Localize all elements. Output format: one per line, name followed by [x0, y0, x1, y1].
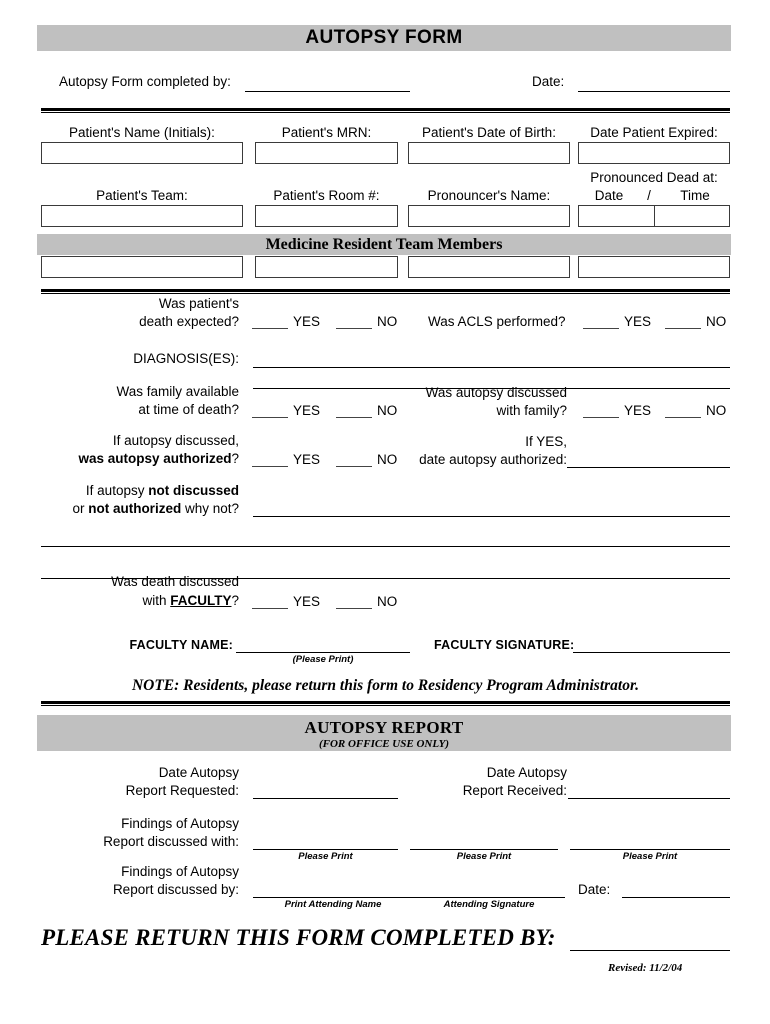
revised-date: Revised: 11/2/04 [608, 962, 683, 974]
report-received-input[interactable] [568, 798, 730, 799]
pronounced-dead-heading: Pronounced Dead at: [590, 170, 718, 185]
findings-discussed-by-name-input[interactable] [253, 897, 413, 898]
why-not-input-line-2[interactable] [41, 546, 730, 547]
autopsy-authorized-no-label: NO [377, 452, 398, 467]
patient-room-input[interactable] [255, 205, 398, 227]
return-by-date-input[interactable] [570, 950, 730, 951]
why-not-label-line2 [41, 501, 239, 517]
report-received-label-line2: Report Received: [462, 783, 567, 798]
report-requested-input[interactable] [253, 798, 398, 799]
patient-team-input[interactable] [41, 205, 243, 227]
findings-discussed-with-input-1[interactable] [253, 849, 398, 850]
autopsy-report-band [37, 715, 731, 751]
why-not-label-line1 [41, 483, 239, 499]
autopsy-discussed-yes-blank[interactable] [583, 417, 619, 418]
patient-team-label: Patient's Team: [96, 188, 188, 203]
faculty-discussed-yes-label: YES [293, 594, 321, 609]
patient-mrn-label: Patient's MRN: [281, 125, 372, 140]
divider-team [41, 289, 730, 294]
autopsy-authorized-no-blank[interactable] [336, 466, 372, 467]
pronounced-slash: / [647, 188, 651, 203]
form-title-band [37, 25, 731, 51]
findings-discussed-with-label-line1: Findings of Autopsy [121, 816, 239, 831]
death-expected-yes-label: YES [293, 314, 321, 329]
findings-discussed-by-date-input[interactable] [622, 897, 730, 898]
findings-discussed-by-label-line1: Findings of Autopsy [121, 864, 239, 879]
completed-by-input[interactable] [245, 91, 410, 92]
findings-discussed-with-input-3[interactable] [570, 849, 730, 850]
date-authorized-label-line1: If YES, [525, 434, 567, 449]
pronouncer-name-input[interactable] [408, 205, 570, 227]
residents-note: NOTE: Residents, please return this form to Residency Program Administrator. [131, 677, 640, 694]
autopsy-discussed-label-line2: with family? [496, 403, 567, 418]
patient-name-input[interactable] [41, 142, 243, 164]
why-not-input-line-1[interactable] [253, 516, 730, 517]
faculty-discussed-yes-blank[interactable] [252, 608, 288, 609]
autopsy-authorized-label-line2 [41, 451, 239, 467]
findings-discussed-with-hint-1: Please Print [298, 851, 353, 862]
pronounced-date-label: Date [594, 188, 624, 203]
autopsy-authorized-yes-blank[interactable] [252, 466, 288, 467]
why-not-bold-2: not authorized [88, 501, 182, 516]
autopsy-discussed-no-label: NO [706, 403, 727, 418]
family-available-no-label: NO [377, 403, 398, 418]
why-not-prefix-2: or [72, 501, 89, 516]
pronounced-date-input[interactable] [579, 206, 654, 226]
findings-discussed-by-signature-hint: Attending Signature [443, 899, 535, 910]
death-expected-label-line2: death expected? [139, 314, 239, 329]
acls-yes-blank[interactable] [583, 328, 619, 329]
team-member-input-3[interactable] [408, 256, 570, 278]
death-expected-yes-blank[interactable] [252, 328, 288, 329]
pronounced-time-input[interactable] [654, 206, 730, 226]
date-expired-input[interactable] [578, 142, 730, 164]
faculty-discussed-label-line2 [41, 593, 239, 609]
family-available-label-line1: Was family available [116, 384, 239, 399]
patient-name-label: Patient's Name (Initials): [69, 125, 215, 140]
divider-header [41, 108, 730, 113]
team-member-input-4[interactable] [578, 256, 730, 278]
why-not-prefix: If autopsy [85, 483, 149, 498]
faculty-discussed-prefix: with [142, 593, 171, 608]
divider-note [41, 701, 730, 706]
autopsy-report-subheading: (FOR OFFICE USE ONLY) [318, 738, 450, 750]
team-member-input-1[interactable] [41, 256, 243, 278]
report-received-label-line1: Date Autopsy [486, 765, 567, 780]
faculty-discussed-label-line1: Was death discussed [111, 574, 239, 589]
date-input[interactable] [578, 91, 730, 92]
acls-no-label: NO [706, 314, 727, 329]
faculty-discussed-tail: ? [231, 593, 239, 608]
death-expected-no-label: NO [377, 314, 398, 329]
report-requested-label-line2: Report Requested: [125, 783, 239, 798]
autopsy-authorized-bold: was autopsy authorized [78, 451, 232, 466]
autopsy-discussed-no-blank[interactable] [665, 417, 701, 418]
death-expected-no-blank[interactable] [336, 328, 372, 329]
patient-mrn-input[interactable] [255, 142, 398, 164]
faculty-discussed-no-blank[interactable] [336, 608, 372, 609]
family-available-label-line2: at time of death? [138, 402, 239, 417]
team-members-band [37, 234, 731, 255]
faculty-name-label: FACULTY NAME: [129, 638, 233, 652]
pronouncer-name-label: Pronouncer's Name: [427, 188, 551, 203]
findings-discussed-by-name-hint: Print Attending Name [284, 899, 382, 910]
autopsy-discussed-label-line1: Was autopsy discussed [425, 385, 567, 400]
findings-discussed-with-input-2[interactable] [410, 849, 558, 850]
faculty-keyword: FACULTY [170, 593, 232, 608]
death-expected-label-line1: Was patient's [158, 296, 239, 311]
family-available-yes-blank[interactable] [252, 417, 288, 418]
findings-discussed-with-label-line2: Report discussed with: [103, 834, 239, 849]
faculty-signature-label: FACULTY SIGNATURE: [434, 638, 575, 652]
patient-room-label: Patient's Room #: [273, 188, 380, 203]
faculty-name-input[interactable] [236, 652, 410, 653]
acls-label: Was ACLS performed? [428, 314, 566, 329]
report-requested-label-line1: Date Autopsy [158, 765, 239, 780]
date-authorized-input[interactable] [567, 467, 730, 468]
findings-discussed-with-hint-2: Please Print [456, 851, 512, 862]
team-member-input-2[interactable] [255, 256, 398, 278]
patient-dob-label: Patient's Date of Birth: [422, 125, 556, 140]
acls-yes-label: YES [624, 314, 652, 329]
autopsy-authorized-yes-label: YES [293, 452, 321, 467]
acls-no-blank[interactable] [665, 328, 701, 329]
pronounced-dead-input-group[interactable] [578, 205, 730, 227]
why-not-bold-1: not discussed [148, 483, 239, 498]
why-not-tail: why not? [181, 501, 239, 516]
autopsy-authorized-tail: ? [231, 451, 239, 466]
family-available-no-blank[interactable] [336, 417, 372, 418]
page-title: AUTOPSY FORM [305, 27, 463, 48]
date-authorized-label-line2: date autopsy authorized: [419, 452, 567, 467]
autopsy-authorized-label-line1: If autopsy discussed, [112, 433, 239, 448]
date-label: Date: [532, 74, 565, 89]
completed-by-label: Autopsy Form completed by: [59, 74, 231, 89]
autopsy-report-heading: AUTOPSY REPORT [304, 718, 464, 737]
faculty-discussed-no-label: NO [377, 594, 398, 609]
team-members-heading: Medicine Resident Team Members [265, 236, 503, 253]
findings-discussed-by-label-line2: Report discussed by: [112, 882, 239, 897]
pronounced-time-label: Time [680, 188, 710, 203]
findings-discussed-with-hint-3: Please Print [622, 851, 678, 862]
family-available-yes-label: YES [293, 403, 321, 418]
patient-dob-input[interactable] [408, 142, 570, 164]
findings-discussed-by-signature-input[interactable] [413, 897, 565, 898]
faculty-name-hint: (Please Print) [292, 654, 354, 665]
diagnosis-label: DIAGNOSIS(ES): [133, 351, 239, 366]
date-expired-label: Date Patient Expired: [590, 125, 718, 140]
autopsy-discussed-yes-label: YES [624, 403, 652, 418]
findings-discussed-by-date-label: Date: [578, 882, 611, 897]
diagnosis-input-line-1[interactable] [253, 367, 730, 368]
return-form-text: PLEASE RETURN THIS FORM COMPLETED BY: [41, 925, 556, 950]
faculty-signature-input[interactable] [573, 652, 730, 653]
